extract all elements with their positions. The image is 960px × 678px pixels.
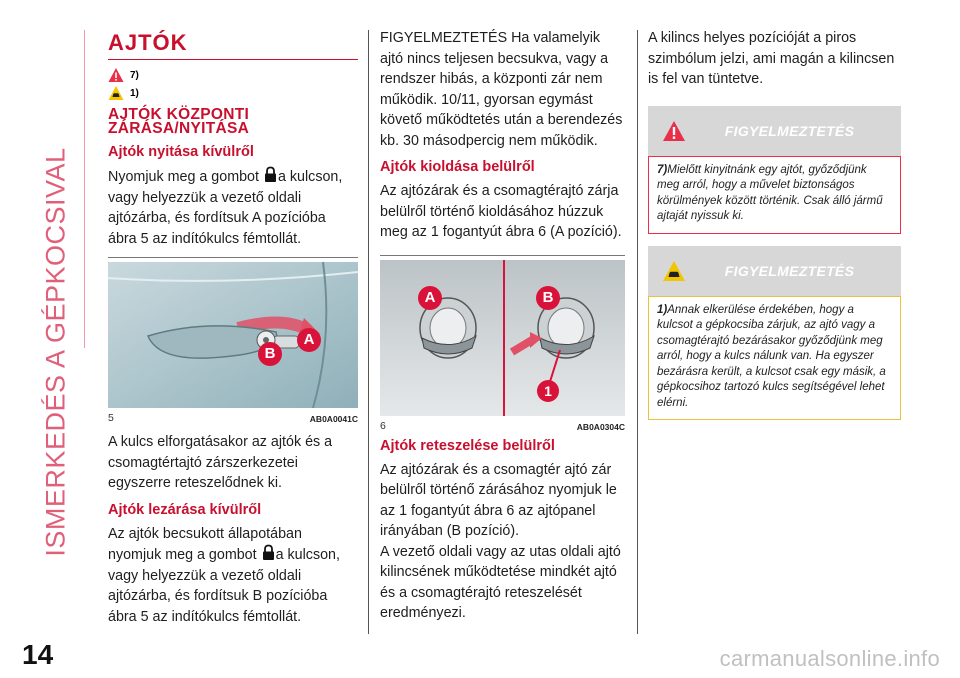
warning-box-header: FIGYELMEZTETÉS	[648, 246, 901, 296]
warning-triangle-red-icon	[662, 120, 686, 142]
paragraph: A kilincs helyes pozícióját a piros szimbólum jelzi, ami magán a kilincsen is fel van tüntetve.	[648, 30, 895, 87]
warning-triangle-yellow-icon	[108, 85, 124, 101]
figure-6	[380, 255, 625, 432]
side-divider	[84, 30, 85, 348]
warning-ref-2: 1)	[108, 84, 358, 102]
figure-code: AB0A0304C	[576, 421, 625, 432]
paragraph: A kulcs elforgatásakor az ajtók és a csomagtértajtó zárszerkezetei egyszerre reteszelődnek ki.	[108, 434, 333, 491]
warning-box-body: 1)Annak elkerülése érdekében, hogy a kulcsot a gépkocsiba zárjuk, az ajtó vagy a csomagtérajtó bezárásakor győződjünk meg arról, hogy a kulcs nálunk van. Ha egyszer bezárásra került, a kulcsot csak egy másik, a gépkocsihoz tartozó kulcs segítségével lehet elérni.	[648, 296, 901, 421]
paragraph: Az ajtók becsukott állapotában nyomjuk meg a gombot a kulcson, vagy helyezzük a vezető oldali ajtózárba, és fordítsuk B pozícióba ábra 5 az indítókulcs fémtollát.	[108, 525, 340, 625]
warning-ref-1: 7)	[108, 66, 358, 84]
title-rule	[108, 59, 358, 60]
paragraph: A vezető oldali vagy az utas oldali ajtó kilincsének működtetése mindkét ajtó és a csomagtérajtó reteszelését eredményezi.	[380, 543, 621, 621]
column-3	[648, 30, 901, 420]
subheading-lock-inside: Ajtók reteszelése belülről	[380, 437, 555, 454]
subheading-open-inside: Ajtók kioldása belülről	[380, 159, 535, 175]
figure-label-a: A	[418, 286, 442, 310]
paragraph: Az ajtózárak és a csomagtér ajtó zár belülről történő zárásához nyomjuk le az 1 fogantyút ábra 6 az ajtópanel irányában (B pozíció).	[380, 461, 617, 539]
page-title: AJTÓK	[108, 30, 188, 55]
lock-icon	[262, 544, 275, 561]
watermark: carmanualsonline.info	[719, 646, 940, 671]
warning-triangle-red-icon	[108, 67, 124, 83]
column-1	[108, 30, 358, 635]
column-2	[380, 30, 625, 632]
column-divider	[637, 30, 638, 634]
section-title: AJTÓK KÖZPONTI ZÁRÁSA/NYITÁSA	[108, 106, 250, 137]
lock-icon	[264, 166, 277, 183]
figure-code: AB0A0041C	[309, 414, 358, 424]
figure-5	[108, 257, 358, 424]
figure-label-1: 1	[537, 380, 559, 402]
subheading-lock-outside: Ajtók lezárása kívülről	[108, 501, 262, 518]
warning-triangle-yellow-icon	[662, 260, 686, 282]
subheading-open-outside: Ajtók nyitása kívülről	[108, 144, 254, 160]
figure-number: 6	[380, 419, 386, 432]
paragraph: FIGYELMEZTETÉS Ha valamelyik ajtó nincs teljesen becsukva, vagy a rendszer hibás, a központi zár nem működik. 10/11, gyorsan egymást követő működtetés után a berendezés kb. 30 másodpercig nem működik.	[380, 30, 623, 149]
page-number: 14	[22, 639, 54, 670]
warning-box-2	[648, 246, 901, 421]
interior-handle-illustration	[380, 256, 625, 416]
warning-box-body: 7)Mielőtt kinyitnánk egy ajtót, győződjünk meg arról, hogy a művelet biztonságos körülmények között történik. Csak álló jármű ajtaját nyissuk ki.	[648, 156, 901, 234]
paragraph: Az ajtózárak és a csomagtérajtó zárja belülről történő kioldásához húzzuk meg az 1 fogantyút ábra 6 (A pozíció).	[380, 183, 622, 240]
warning-box-header: FIGYELMEZTETÉS	[648, 106, 901, 156]
warning-box-1	[648, 106, 901, 234]
door-handle-illustration	[108, 258, 358, 408]
paragraph: Nyomjuk meg a gombot a kulcson, vagy helyezzük a vezető oldali ajtózárba, és fordítsuk A pozícióba ábra 5 az indítókulcs fémtollát.	[108, 166, 358, 249]
figure-label-b: B	[536, 286, 560, 310]
figure-number: 5	[108, 412, 114, 424]
figure-label-a: A	[297, 328, 321, 352]
figure-label-b: B	[258, 342, 282, 366]
column-divider	[368, 30, 369, 634]
